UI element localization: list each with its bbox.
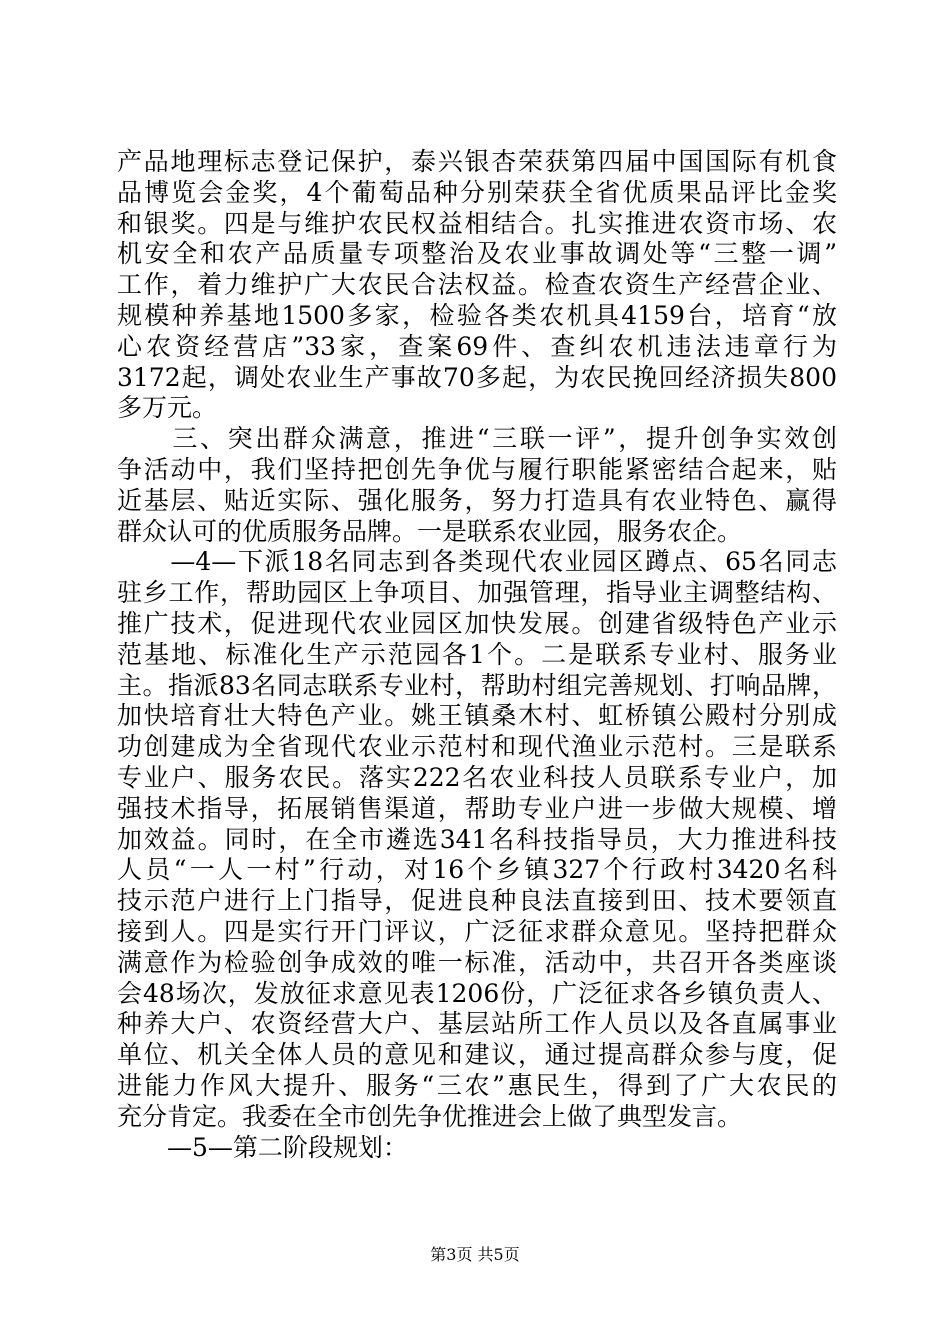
text-line: 驻乡工作，帮助园区上争项目、加强管理，指导业主调整结构、	[117, 578, 837, 608]
text-line: 品博览会金奖，4个葡萄品种分别荣获全省优质果品评比金奖	[117, 177, 837, 207]
body-text	[117, 147, 837, 1163]
text-line: 加效益。同时，在全市遴选341名科技指导员，大力推进科技	[117, 824, 837, 854]
text-line: 机安全和农产品质量专项整治及农业事故调处等“三整一调”	[117, 239, 837, 269]
text-line: 群众认可的优质服务品牌。一是联系农业园，服务农企。	[117, 516, 743, 546]
text-line: 多万元。	[117, 393, 218, 423]
text-line: 技示范户进行上门指导，促进良种良法直接到田、技术要领直	[117, 886, 837, 916]
text-line: 接到人。四是实行开门评议，广泛征求群众意见。坚持把群众	[117, 916, 837, 946]
text-line: 单位、机关全体人员的意见和建议，通过提高群众参与度，促	[117, 1040, 837, 1070]
text-line: 三、突出群众满意，推进“三联一评”，提升创争实效创	[117, 424, 837, 454]
text-line: 工作，着力维护广大农民合法权益。检查农资生产经营企业、	[117, 270, 837, 300]
text-line: 种养大户、农资经营大户、基层站所工作人员以及各直属事业	[117, 1009, 837, 1039]
text-line: 人员“一人一村”行动，对16个乡镇327个行政村3420名科	[117, 855, 837, 885]
text-line: 3172起，调处农业生产事故70多起，为农民挽回经济损失800	[117, 362, 837, 392]
text-line: 和银奖。四是与维护农民权益相结合。扎实推进农资市场、农	[117, 208, 837, 238]
text-line: 心农资经营店”33家，查案69件、查纠农机违法违章行为	[117, 331, 837, 361]
text-line: —5—第二阶段规划：	[117, 1132, 408, 1162]
text-line: 充分肯定。我委在全市创先争优推进会上做了典型发言。	[117, 1101, 743, 1131]
text-line: 近基层、贴近实际、强化服务，努力打造具有农业特色、赢得	[117, 485, 837, 515]
text-line: 进能力作风大提升、服务“三农”惠民生，得到了广大农民的	[117, 1070, 837, 1100]
text-line: 强技术指导，拓展销售渠道，帮助专业户进一步做大规模、增	[117, 793, 837, 823]
text-line: 规模种养基地1500多家，检验各类农机具4159台，培育“放	[117, 300, 837, 330]
text-line: 争活动中，我们坚持把创先争优与履行职能紧密结合起来，贴	[117, 454, 837, 484]
text-line: 专业户、服务农民。落实222名农业科技人员联系专业户，加	[117, 762, 837, 792]
text-line: 范基地、标准化生产示范园各1个。二是联系专业村、服务业	[117, 639, 837, 669]
page-footer: 第3页 共5页	[430, 1245, 520, 1264]
text-line: 功创建成为全省现代农业示范村和现代渔业示范村。三是联系	[117, 732, 837, 762]
text-line: 产品地理标志登记保护，泰兴银杏荣获第四届中国国际有机食	[117, 147, 837, 176]
text-line: 会48场次，发放征求意见表1206份，广泛征求各乡镇负责人、	[117, 978, 837, 1008]
text-line: 加快培育壮大特色产业。姚王镇桑木村、虹桥镇公殿村分别成	[117, 701, 837, 731]
text-line: 主。指派83名同志联系专业村，帮助村组完善规划、打响品牌，	[117, 670, 837, 700]
text-line: 推广技术，促进现代农业园区加快发展。创建省级特色产业示	[117, 608, 837, 638]
text-line: —4—下派18名同志到各类现代农业园区蹲点、65名同志	[117, 547, 837, 577]
text-line: 满意作为检验创争成效的唯一标准，活动中，共召开各类座谈	[117, 947, 837, 977]
